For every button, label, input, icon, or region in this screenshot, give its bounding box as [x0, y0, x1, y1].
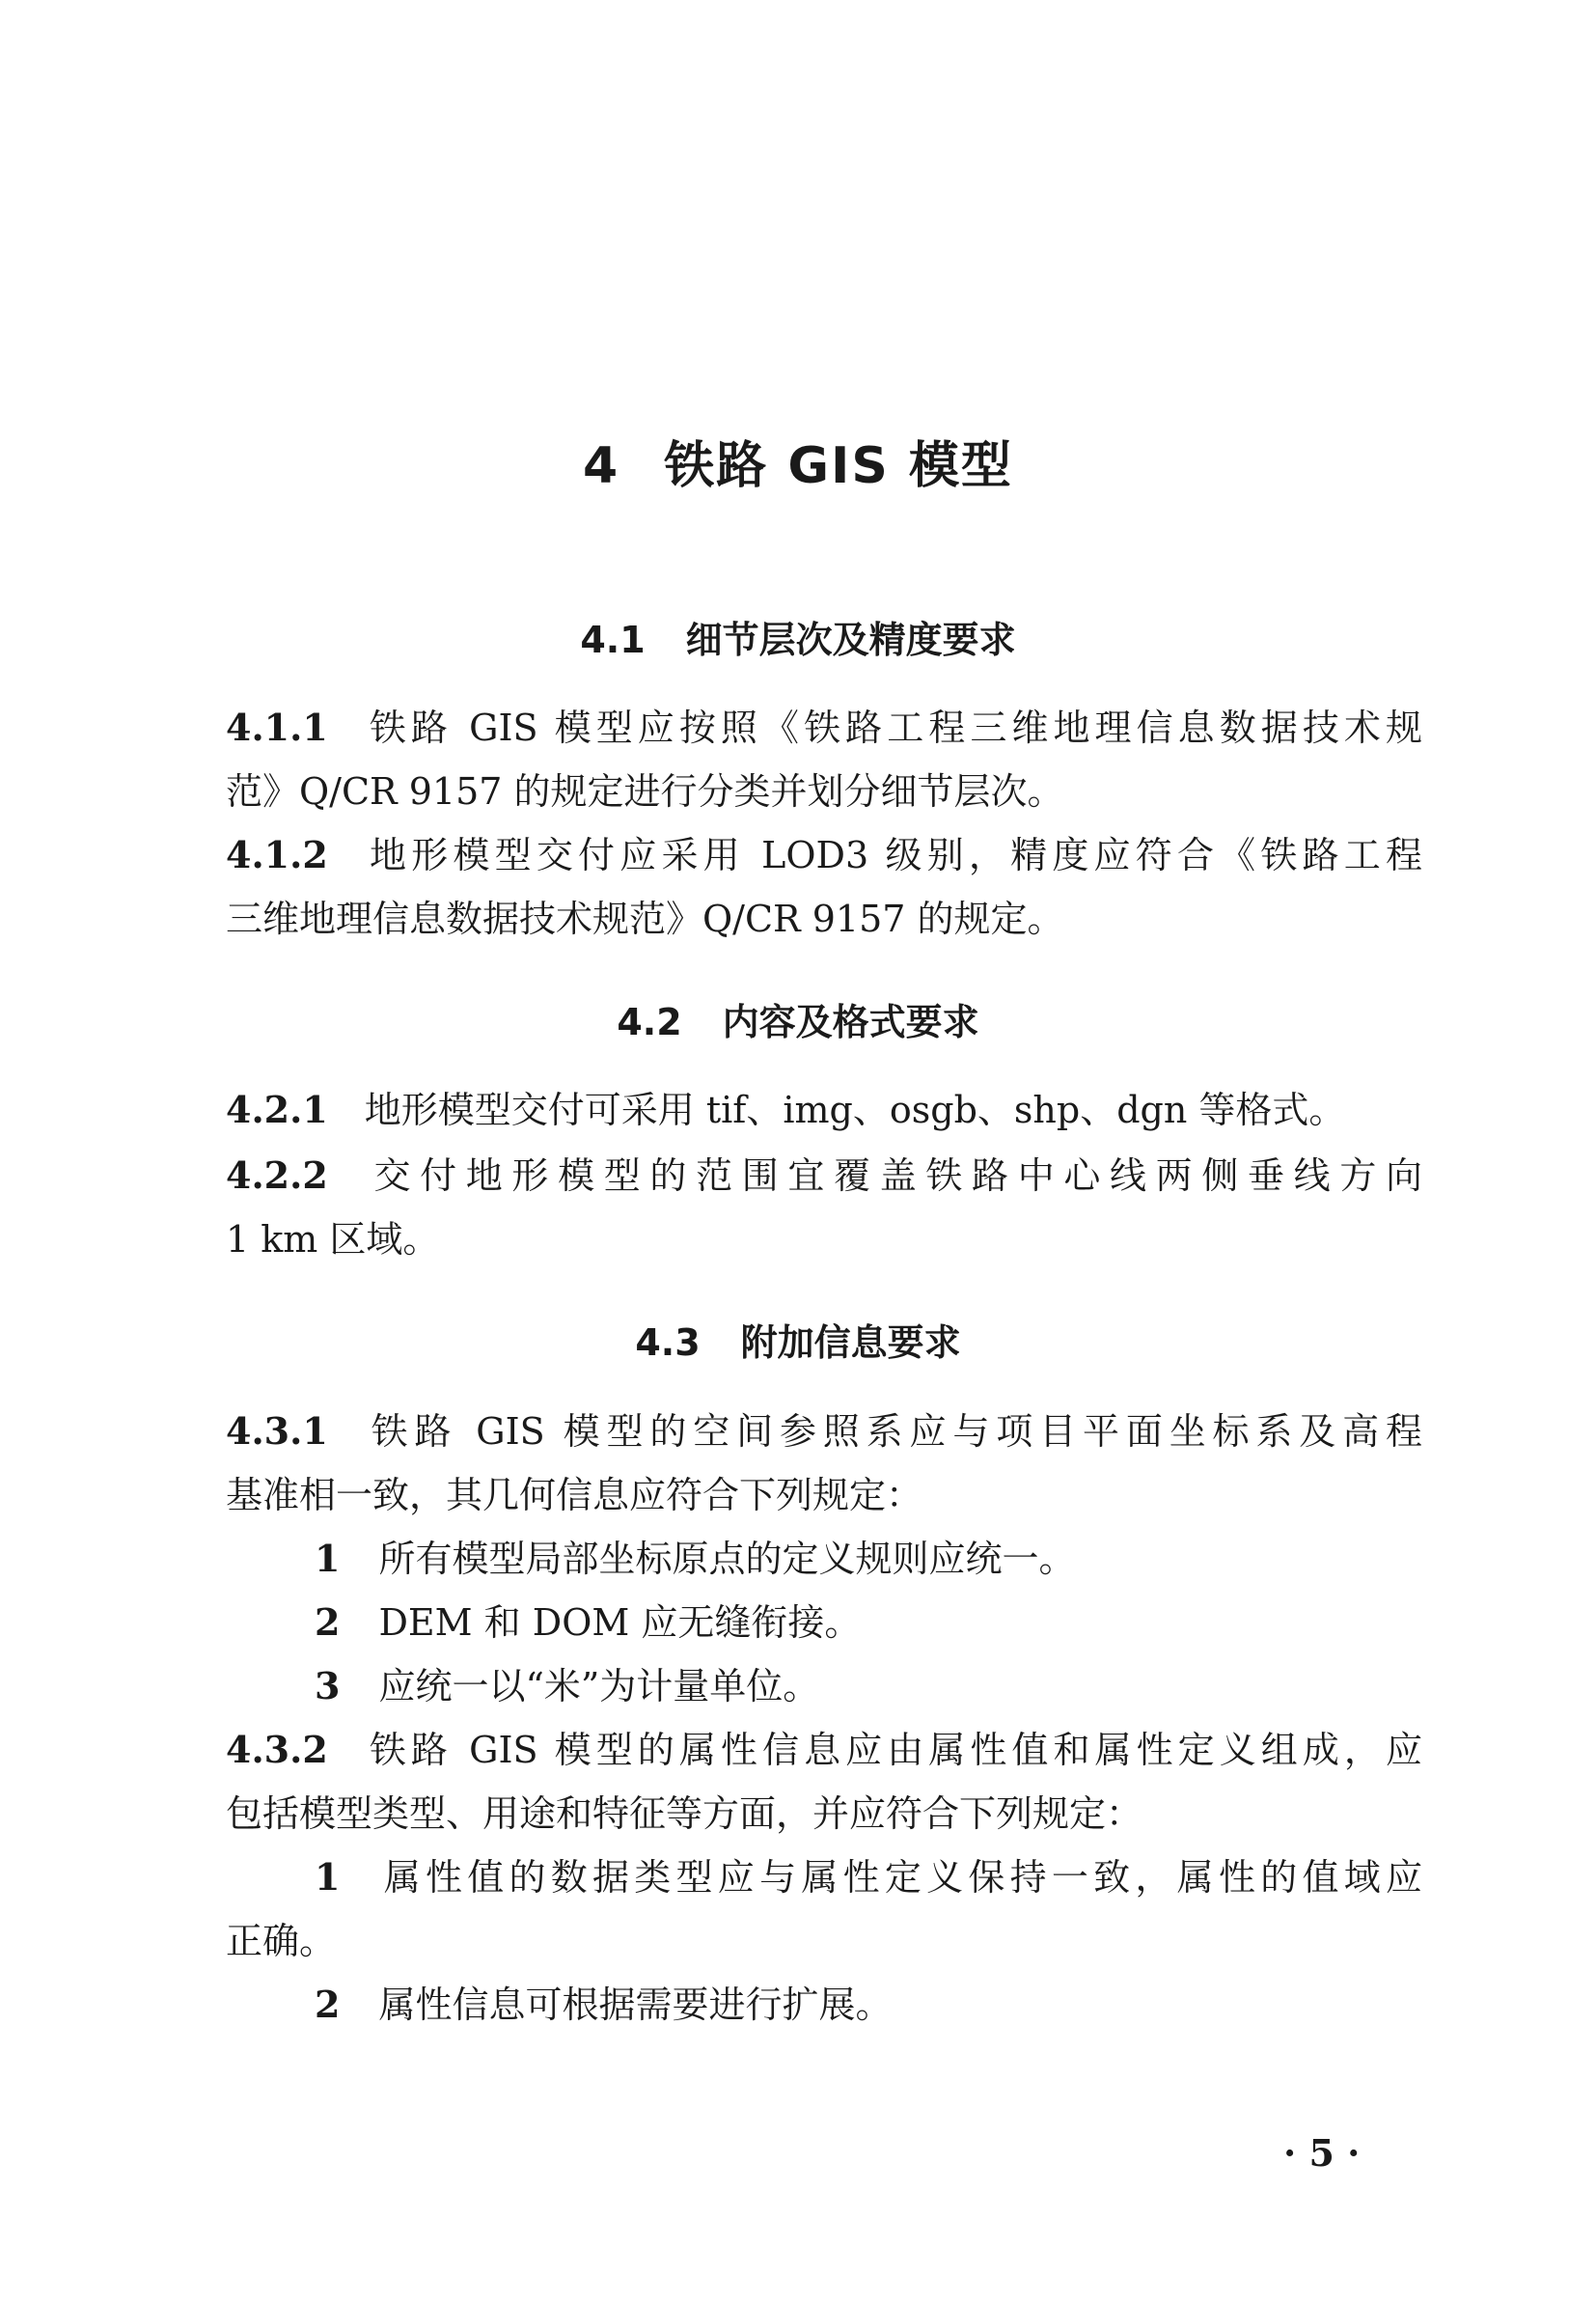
item-text: 属性值的数据类型应与属性定义保持一致，属性的值域应 — [378, 1856, 1422, 1899]
clause-text: 1 km 区域。 — [226, 1218, 440, 1261]
page-number: · 5 · — [1283, 2131, 1361, 2175]
section-title-4-1 — [0, 610, 1596, 663]
item-number: 1 — [315, 1537, 341, 1580]
clause-text: 铁路 GIS 模型应按照《铁路工程三维地理信息数据技术规 — [364, 707, 1422, 749]
clause-number: 4.3.2 — [226, 1728, 328, 1771]
section-number: 4.2 — [617, 1001, 682, 1043]
clause-4-2-2-line-1 — [226, 1144, 1422, 1207]
clause-number: 4.2.2 — [226, 1153, 328, 1197]
item-number: 3 — [315, 1664, 341, 1707]
clause-4-3-2-line-1 — [226, 1718, 1422, 1782]
chapter-title — [0, 425, 1596, 497]
item-text: 正确。 — [226, 1920, 337, 1962]
item-text: 应统一以“米”为计量单位。 — [378, 1665, 820, 1707]
clause-text: 三维地理信息数据技术规范》Q/CR 9157 的规定。 — [226, 898, 1064, 940]
clause-4-3-1-item-1 — [315, 1527, 1422, 1591]
section-title-4-2 — [0, 992, 1596, 1045]
clause-text: 交付地形模型的范围宜覆盖铁路中心线两侧垂线方向 — [364, 1154, 1422, 1197]
clause-4-3-2-item-1-line-1 — [315, 1845, 1422, 1909]
item-text: DEM 和 DOM 应无缝衔接。 — [378, 1601, 862, 1644]
clause-4-3-1-line-1 — [226, 1400, 1422, 1463]
clause-4-1-2-line-1 — [226, 823, 1422, 887]
section-number: 4.1 — [580, 619, 646, 661]
clause-4-3-1-item-3 — [315, 1654, 1422, 1718]
clause-text: 包括模型类型、用途和特征等方面，并应符合下列规定： — [226, 1792, 1143, 1835]
chapter-title-text: 铁路 GIS 模型 — [664, 437, 1013, 495]
clause-number: 4.2.1 — [226, 1088, 328, 1131]
clause-4-2-1-line-1 — [226, 1078, 1422, 1142]
clause-4-1-1-line-1 — [226, 696, 1422, 760]
section-title-text: 细节层次及精度要求 — [685, 619, 1016, 661]
section-title-4-3 — [0, 1313, 1596, 1366]
item-number: 2 — [315, 1600, 341, 1644]
clause-text: 基准相一致，其几何信息应符合下列规定： — [226, 1474, 923, 1516]
clause-number: 4.1.1 — [226, 706, 328, 749]
clause-number: 4.1.2 — [226, 833, 328, 876]
clause-text: 铁路 GIS 模型的空间参照系应与项目平面坐标系及高程 — [364, 1410, 1422, 1453]
clause-4-1-2-line-2 — [226, 887, 1422, 951]
clause-number: 4.3.1 — [226, 1409, 328, 1453]
clause-text: 地形模型交付应采用 LOD3 级别，精度应符合《铁路工程 — [364, 834, 1422, 876]
chapter-number: 4 — [583, 437, 620, 495]
clause-text: 范》Q/CR 9157 的规定进行分类并划分细节层次。 — [226, 770, 1064, 813]
section-number: 4.3 — [635, 1321, 701, 1364]
clause-4-3-2-item-1-line-2 — [226, 1909, 1422, 1973]
clause-text: 地形模型交付可采用 tif、img、osgb、shp、dgn 等格式。 — [364, 1089, 1346, 1131]
clause-text: 铁路 GIS 模型的属性信息应由属性值和属性定义组成，应 — [364, 1729, 1422, 1771]
item-number: 2 — [315, 1983, 341, 2026]
clause-4-3-1-line-2 — [226, 1463, 1422, 1527]
item-text: 所有模型局部坐标原点的定义规则应统一。 — [378, 1538, 1076, 1580]
section-title-text: 附加信息要求 — [740, 1321, 961, 1364]
item-text: 属性信息可根据需要进行扩展。 — [378, 1984, 893, 2026]
clause-4-3-1-item-2 — [315, 1591, 1422, 1654]
clause-4-1-1-line-2 — [226, 760, 1422, 823]
clause-4-2-2-line-2 — [226, 1207, 1422, 1271]
section-title-text: 内容及格式要求 — [722, 1001, 979, 1043]
clause-4-3-2-item-2 — [315, 1973, 1422, 2037]
clause-4-3-2-line-2 — [226, 1782, 1422, 1845]
item-number: 1 — [315, 1855, 341, 1899]
